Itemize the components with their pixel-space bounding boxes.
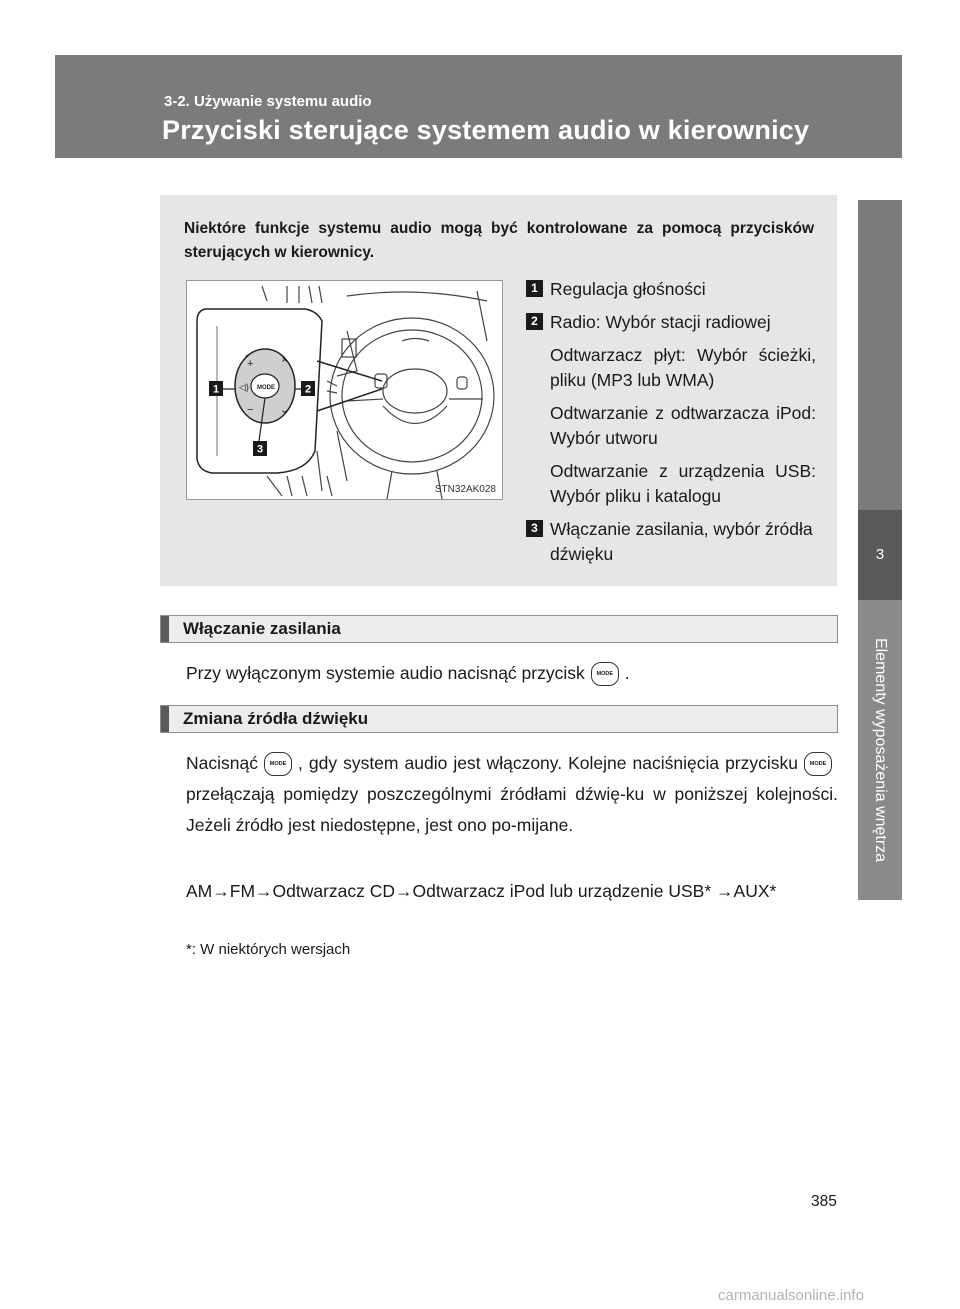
svg-text:⌄: ⌄: [280, 404, 290, 416]
callout-subitem: Odtwarzanie z odtwarzacza iPod: Wybór utworu: [550, 403, 816, 448]
watermark: carmanualsonline.info: [718, 1287, 864, 1304]
callout-2-marker: 2: [304, 383, 312, 396]
chapter-label-tab[interactable]: [858, 600, 902, 900]
callout-subitem: Odtwarzanie z urządzenia USB: Wybór pliku i katalogu: [550, 461, 816, 506]
section-label: 3-2. Używanie systemu audio: [164, 93, 372, 110]
callout-subitem: Odtwarzacz płyt: Wybór ścieżki, pliku (MP3 lub WMA): [550, 345, 816, 390]
svg-text:+: +: [247, 358, 254, 370]
section-heading-power: [160, 615, 838, 643]
source-text-b: , gdy system audio jest włączony. Kolejne naciśnięcia przycisku: [297, 753, 798, 773]
callout-text: Regulacja głośności: [550, 279, 706, 299]
chapter-label: Elementy wyposażenia wnętrza: [872, 637, 889, 863]
callout-list: [526, 277, 816, 575]
power-text: Przy wyłączonym systemie audio nacisnąć przycisk: [186, 663, 585, 683]
svg-text:−: −: [247, 404, 254, 416]
side-tab-top: [858, 200, 902, 510]
source-text-c: przełączają pomiędzy poszczególnymi źródłami dźwię-ku w poniższej kolejności. Jeżeli źródło jest niedostępne, jest ono po-mijane.: [186, 784, 838, 835]
callout-number: 2: [526, 313, 543, 330]
intro-text: Niektóre funkcje systemu audio mogą być kontrolowane za pomocą przycisków sterujących w kierownicy.: [184, 220, 814, 261]
mode-label: MODE: [257, 385, 275, 391]
heading-accent: [161, 616, 169, 642]
section-heading-text: Zmiana źródła dźwięku: [183, 709, 369, 728]
callout-text: Radio: Wybór stacji radiowej: [550, 312, 771, 332]
steering-wheel-figure: [186, 280, 503, 500]
svg-text:⌃: ⌃: [280, 358, 290, 370]
section-heading-text: Włączanie zasilania: [183, 619, 341, 638]
mode-button-icon: MODE: [591, 662, 619, 686]
source-paragraph: [186, 748, 838, 841]
callout-number: 1: [526, 280, 543, 297]
power-text-end: .: [624, 663, 630, 683]
source-sequence: AM→FM→Odtwarzacz CD→Odtwarzacz iPod lub urządzenie USB* →AUX*: [186, 881, 777, 901]
callout-number: 3: [526, 520, 543, 537]
info-box: [160, 195, 837, 586]
power-paragraph: [186, 658, 838, 689]
figure-code: STN32AK028: [434, 484, 496, 495]
callout-item: [526, 277, 816, 302]
section-heading-source: [160, 705, 838, 733]
callout-item: [526, 310, 816, 335]
heading-accent: [161, 706, 169, 732]
source-text-a: Nacisnąć: [186, 753, 258, 773]
mode-button-icon: MODE: [804, 752, 832, 776]
callout-text: Włączanie zasilania, wybór źródła dźwięku: [550, 519, 813, 564]
page-title: Przyciski sterujące systemem audio w kierownicy: [162, 115, 810, 145]
svg-text:◁): ◁): [239, 382, 249, 392]
callout-3-marker: 3: [256, 443, 264, 456]
steering-wheel-illustration: [187, 281, 502, 499]
footnote: *: W niektórych wersjach: [186, 941, 351, 958]
callout-item: [526, 517, 816, 567]
page-number: 385: [811, 1193, 837, 1210]
mode-button-icon: MODE: [264, 752, 292, 776]
page-header: [55, 55, 902, 158]
chapter-number-tab[interactable]: 3: [858, 510, 902, 600]
callout-1-marker: 1: [212, 383, 220, 396]
